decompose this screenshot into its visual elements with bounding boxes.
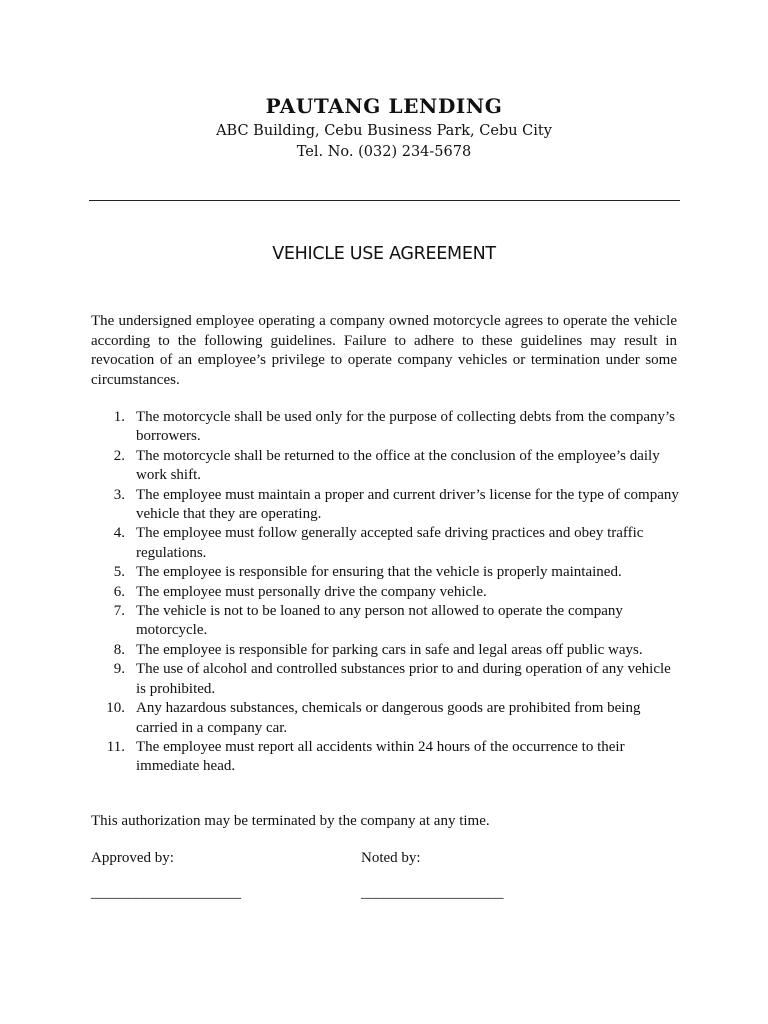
list-item: [91, 641, 681, 660]
list-item-text: The employee must personally drive the company vehicle.: [136, 583, 487, 600]
header-divider: [89, 200, 680, 201]
list-item-text: The motorcycle shall be returned to the office at the conclusion of the employee’s daily work shift.: [136, 447, 660, 484]
list-item-text: The employee must maintain a proper and current driver’s license for the type of company vehicle that they are operating.: [136, 486, 679, 523]
list-item-number: 6.: [113, 583, 125, 600]
list-item: [91, 738, 681, 777]
list-item-text: The vehicle is not to be loaned to any person not allowed to operate the company motorcycle.: [136, 603, 623, 639]
company-name: PAUTANG LENDING: [265, 94, 503, 118]
list-item-text: The motorcycle shall be used only for the purpose of collecting debts from the company’s borrowers.: [136, 409, 676, 445]
list-item: [91, 583, 681, 602]
approved-signature-line: ____________________: [91, 885, 241, 901]
list-item-number: 10.: [106, 700, 125, 717]
list-item: [91, 602, 681, 641]
company-address: ABC Building, Cebu Business Park, Cebu City: [216, 123, 552, 139]
list-item: [91, 524, 681, 563]
list-item: [91, 660, 681, 699]
list-item-text: The employee is responsible for parking cars in safe and legal areas off public ways.: [136, 641, 643, 658]
list-item-number: 9.: [113, 661, 125, 678]
company-telephone: Tel. No. (032) 234-5678: [296, 144, 472, 160]
intro-paragraph: The undersigned employee operating a company owned motorcycle agrees to operate the vehicle according to the following guidelines. Failure to adhere to these guidelines may result in revocation of an employee’s privilege to operate company vehicles or termination under some circumstances.: [91, 313, 677, 388]
list-item-text: The employee must follow generally accepted safe driving practices and obey traffic regulations.: [136, 525, 644, 561]
list-item-text: Any hazardous substances, chemicals or dangerous goods are prohibited from being carried in a company car.: [136, 700, 641, 736]
list-item-text: The use of alcohol and controlled substances prior to and during operation of any vehicle is prohibited.: [136, 661, 671, 697]
list-item-text: The employee is responsible for ensuring that the vehicle is properly maintained.: [136, 564, 622, 581]
noted-signature-line: ___________________: [361, 885, 504, 901]
list-item-number: 11.: [106, 738, 125, 755]
list-item: [91, 699, 681, 738]
list-item-text: The employee must report all accidents within 24 hours of the occurrence to their immediate head.: [136, 738, 625, 775]
list-item-number: 2.: [113, 447, 125, 464]
approved-by-label: Approved by:: [91, 850, 174, 866]
list-item-number: 7.: [113, 603, 125, 620]
list-item: [91, 408, 681, 447]
list-item: [91, 447, 681, 486]
list-item-number: 8.: [113, 641, 125, 658]
list-item: [91, 563, 681, 582]
closing-statement: This authorization may be terminated by the company at any time.: [91, 813, 490, 829]
list-item-number: 4.: [113, 525, 125, 542]
list-item-number: 1.: [113, 409, 125, 425]
list-item-number: 5.: [113, 564, 125, 581]
list-item-number: 3.: [113, 486, 125, 503]
list-item: [91, 486, 681, 525]
noted-by-label: Noted by:: [361, 850, 421, 866]
document-title: VEHICLE USE AGREEMENT: [272, 244, 496, 264]
guidelines-list: [91, 408, 681, 777]
